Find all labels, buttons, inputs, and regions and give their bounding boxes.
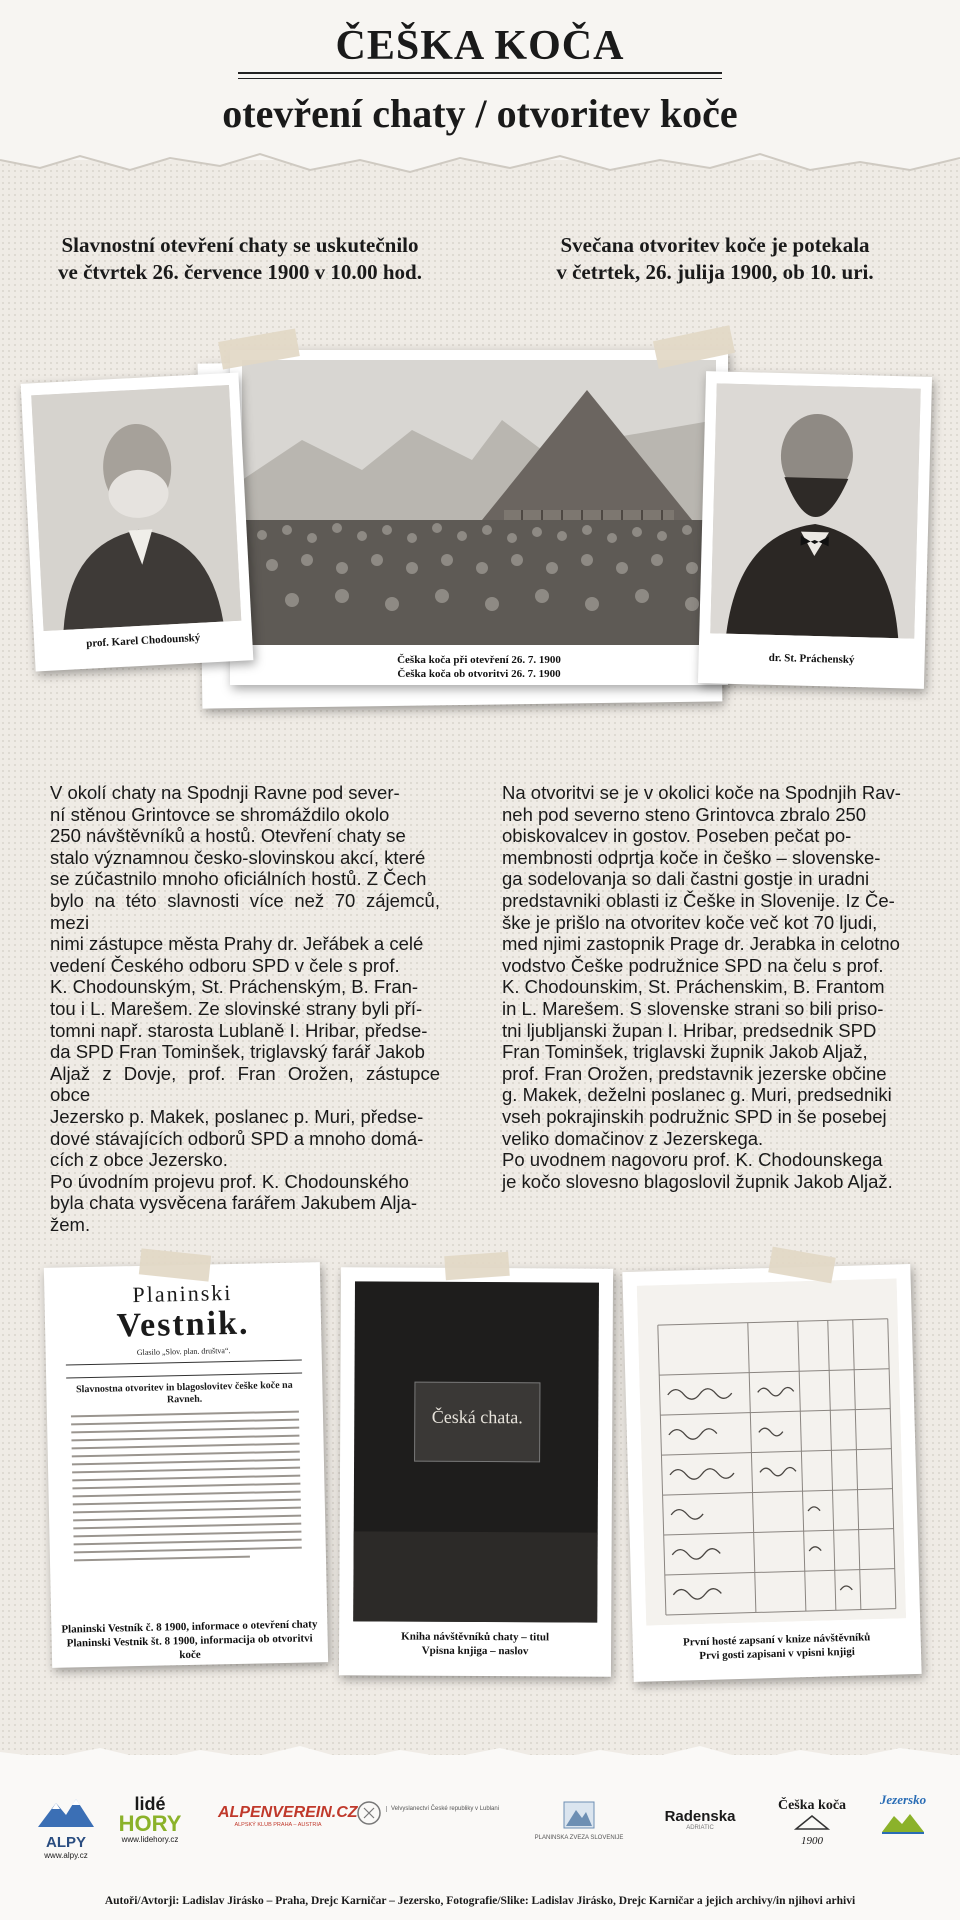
article-text-czech: V okolí chaty na Spodnji Ravne pod sever- ní stěnou Grintovce se shromáždilo okolo 250 návštěvníků a hostů. Otevření chaty se stalo významnou česko-slovinskou akcí, které se zúčastnilo mnoho oficiálních hostů. Z Čech bylo na této slavnosti více než 70 zájemců, mezi nimi zástupce města Prahy dr. Jeřábek a celé vedení Českého odboru SPD v čele s prof. K. Chodounským, St. Práchenským, B. Fran- tou i L. Marešem. Ze slovinské strany byli pří- tomni např. starosta Lublaně I. Hribar, předse- da SPD Fran Tominšek, triglavský farář Jakob Aljaž z Dovje, prof. Fran Orožen, zástupce obce Jezersko p. Makek, poslanec p. Muri, předse- dové stávajících odborů SPD a mnoho domá- cích z obce Jezersko. Po úvodním projevu prof. K. Chodounského byla chata vysvěcena farářem Jakubem Alja- žem.	[50, 782, 440, 1235]
logo-radenska-text: Radenska	[664, 1808, 736, 1825]
opening-date-slovene: Svečana otvoritev koče je potekala v četrtek, 26. julija 1900, ob 10. uri.	[556, 233, 874, 284]
article-text-slovene: Na otvoritvi se je v okolici koče na Spodnjih Rav- neh pod severno steno Grintovca zbralo 250 obiskovalcev in gostov. Poseben pečat po- membnosti odprtja koče in češko – slovenske- ga sodelovanja so dali častni gostje in uradni predstavniki oblasti iz Češke in Slovenije. Iz Če- ške je prišlo na otvoritev koče več kot 70 ljudi, med njimi zastopnik Prage dr. Jerabka in celotno vodstvo Češke podružnice SPD na čelu s prof. K. Chodounskim, St. Práchenskim, B. Frantom in L. Marešem. S slovenske strani so bili priso- tni ljubljanski župan I. Hribar, predsednik SPD Fran Tominšek, triglavski župnik Jakob Aljaž, prof. Fran Orožen, predstavnik jezerske občine g. Makek, deželni poslanec g. Muri, predsedniki vseh pokrajinskih podružnic SPD in še posebej veliko domačinov z Jezerskega. Po uvodnem nagovoru prof. K. Chodounskega je kočo slovesno blagoslovil župnik Jakob Aljaž.	[502, 782, 901, 1192]
logo-alpenverein-sub: ALPSKÝ KLUB PRAHA – AUSTRIA	[234, 1822, 322, 1828]
title-rule-thin	[238, 78, 722, 79]
logo-ceska-koca[interactable]	[772, 1798, 852, 1847]
photo-ceska-koca-opening	[230, 350, 728, 685]
caption-guest-book: Kniha návštěvníků chaty – titul Vpisna knjiga – naslov	[401, 1630, 550, 1658]
vestnik-masthead: Planinski	[132, 1279, 233, 1308]
logo-lidehory[interactable]	[110, 1795, 190, 1844]
logo-pzs[interactable]	[524, 1800, 634, 1841]
caption-prachensky: dr. St. Práchenský	[768, 651, 855, 667]
logo-lidehory-main: HORY	[118, 1811, 182, 1836]
logo-alpy-text: ALPY	[45, 1834, 86, 1851]
pzs-emblem-icon	[562, 1800, 596, 1830]
vestnik-text-columns	[67, 1404, 307, 1579]
guest-list-page	[637, 1278, 906, 1625]
crowd-and-hut-picture	[242, 360, 716, 645]
logo-lidehory-url: www.lidehory.cz	[121, 1835, 179, 1844]
book-label	[414, 1382, 540, 1463]
doc-guest-list	[622, 1264, 921, 1682]
logo-pzs-text: PLANINSKA ZVEZA SLOVENIJE	[534, 1835, 624, 1841]
vestnik-rule	[66, 1360, 302, 1379]
logo-radenska-sub: ADRIATIC	[686, 1825, 714, 1831]
book-spine-band	[353, 1531, 597, 1622]
photo-portrait-chodounsky	[21, 372, 254, 671]
torn-paper-edge-bottom	[0, 1738, 960, 1768]
credits-line: Autoři/Avtorji: Ladislav Jirásko – Praha, Drejc Karničar – Jezersko, Fotografie/Slike: Ladislav Jirásko, Drejc Karničar a jejich archivy/in njihovi arhivi	[104, 1895, 856, 1907]
logo-alpenverein[interactable]	[218, 1804, 358, 1828]
caption-opening-photo: Češka koča při otevření 26. 7. 1900 Češka koča ob otvoritvi 26. 7. 1900	[397, 654, 561, 680]
page-subtitle: otevření chaty / otvoritev koče	[222, 91, 738, 136]
logo-jezersko-text: Jezersko	[879, 1792, 927, 1807]
caption-vestnik: Planinski Vestník č. 8 1900, informace o otevření chaty Planinski Vestnik št. 8 1900, informacija ob otvoritvi koče	[61, 1618, 318, 1662]
doc-planinski-vestnik	[44, 1262, 328, 1668]
opening-date-czech: Slavnostní otevření chaty se uskutečnilo ve čtvrtek 26. července 1900 v 10.00 hod.	[58, 233, 422, 284]
page-title: ČEŠKA KOČA	[335, 23, 625, 69]
logo-embassy-text: Velvyslanectví České republiky v Lublani	[386, 1806, 507, 1812]
logo-radenska[interactable]	[650, 1808, 750, 1831]
vestnik-page	[64, 1279, 306, 1584]
title-rule	[238, 72, 722, 74]
torn-paper-edge	[0, 140, 960, 200]
book-title: Česká chata.	[431, 1406, 523, 1428]
portrait-picture	[31, 385, 241, 631]
caption-guest-list: První hosté zapsaní v knize návštěvníků Prvi gosti zapisani v vpisni knjigi	[682, 1631, 871, 1663]
vestnik-subhead: Glasilo „Slov. plan. društva“.	[136, 1346, 231, 1358]
hut-icon	[792, 1814, 832, 1830]
jezersko-landscape-icon	[880, 1808, 926, 1834]
logo-alpy[interactable]	[26, 1795, 106, 1860]
coat-of-arms-icon	[356, 1800, 382, 1826]
vestnik-masthead-main: Vestnik.	[116, 1304, 250, 1345]
vestnik-article-heading: Slavnostna otvoritev in blagoslovitev češke koče na Ravneh.	[75, 1379, 293, 1406]
portrait-picture	[710, 383, 920, 638]
logo-jezersko[interactable]	[866, 1792, 940, 1839]
tape-strip	[444, 1252, 510, 1280]
doc-guest-book-cover	[339, 1267, 613, 1676]
photo-portrait-prachensky	[698, 371, 932, 689]
logo-alpenverein-text: ALPENVEREIN.CZ	[218, 1804, 358, 1821]
mountain-icon	[36, 1795, 96, 1829]
logo-alpy-url: www.alpy.cz	[44, 1851, 88, 1860]
logo-lidehory-top: lidé	[134, 1794, 166, 1814]
logo-ceska-koca-text: Češka koča	[777, 1798, 847, 1813]
caption-chodounsky: prof. Karel Chodounský	[85, 631, 201, 650]
logo-ceska-koca-year: 1900	[801, 1835, 823, 1847]
